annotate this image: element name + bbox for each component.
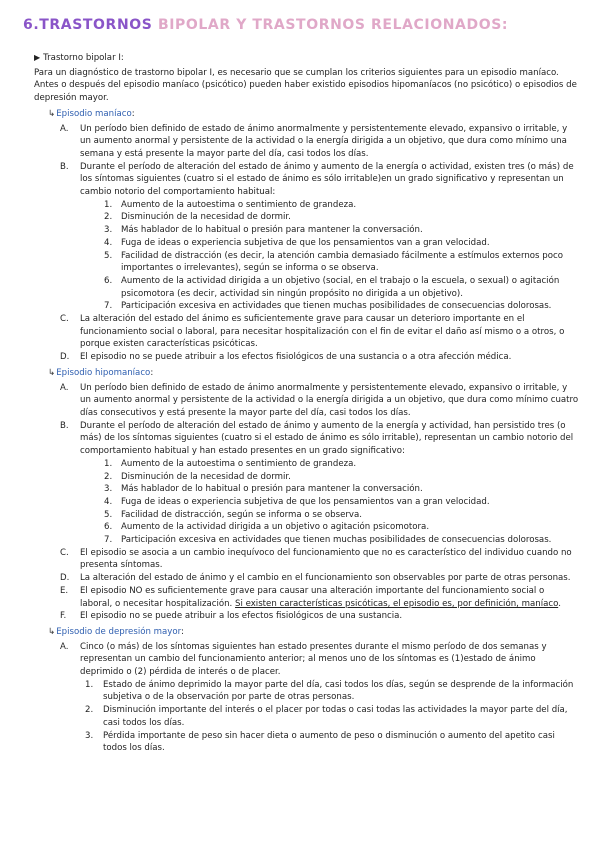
criterion-A: A. Un período bien definido de estado de ánimo anormalmente y persistentemente elevado, expansivo o irritable, y un aumento anormal y persistente de la actividad o la energía dirigida a un objetivo, que dura como mínimo una semana y está presente la mayor parte del día, casi todos los días. xyxy=(60,123,568,159)
criterion-C: C. El episodio se asocia a un cambio inequívoco del funcionamiento que no es característico del individuo cuando no presenta síntomas. xyxy=(60,547,572,571)
title-part-1: 6.TRASTORNOS xyxy=(23,17,153,33)
criterion-A: A. Un período bien definido de estado de ánimo anormalmente y persistentemente elevado, expansivo o irritable, y un aumento anormal y persistente de la actividad o la energía dirigida a un objetivo, que dura como mínimo cuatro días consecutivos y está presente la mayor parte del día, casi todos los días. xyxy=(60,382,579,418)
list-item: 2. Disminución de la necesidad de dormir. xyxy=(104,471,291,482)
list-item: 7. Participación excesiva en actividades que tienen muchas posibilidades de consecuencias dolorosas. xyxy=(104,535,552,546)
section-heading-label: Episodio maníaco xyxy=(56,108,132,119)
page-title xyxy=(23,16,508,34)
list-item: 1. Aumento de la autoestima o sentimiento de grandeza. xyxy=(104,458,357,469)
triangle-bullet-icon: ▶ xyxy=(34,53,41,62)
intro-paragraph-1: Para un diagnóstico de trastorno bipolar I, es necesario que se cumplan los criterios siguientes para un episodio maníaco. xyxy=(34,67,559,78)
criterion-B: B. Durante el período de alteración del estado de ánimo y aumento de la energía y actividad, han persistido tres (o más) de los síntomas siguientes (cuatro si el estado de ánimo es sólo irritable), representan un cambio notorio del comportamiento habitual y han estado presentes en un grado significativo: xyxy=(60,420,574,457)
list-item: 3. Más hablador de lo habitual o presión para mantener la conversación. xyxy=(104,225,423,236)
criterion-D: D. La alteración del estado de ánimo y el cambio en el funcionamiento son observables por parte de otras personas. xyxy=(60,573,571,584)
underlined-note: Si existen características psicóticas, el episodio es, por definición, maníaco xyxy=(235,598,559,609)
criterion-C: C. La alteración del estado del ánimo es suficientemente grave para causar un deterioro importante en el funcionamiento social o laboral, para necesitar hospitalización con el fin de evitar el daño así mismo o a otros, o porque existen características psicóticas. xyxy=(60,314,565,350)
criterion-F: F. El episodio no se puede atribuir a los efectos fisiológicos de una sustancia. xyxy=(60,611,403,622)
bullet-label: Trastorno bipolar I: xyxy=(43,53,124,63)
list-item: 2. Disminución importante del interés o el placer por todas o casi todas las actividades la mayor parte del día, casi todos los días. xyxy=(85,705,568,728)
criterion-E: E. El episodio NO es suficientemente grave para causar una alteración importante del funcionamiento social o laboral, o necesitar hospitalización. Si existen características psicóticas, el episodio es, por definición, maníaco. xyxy=(60,585,561,609)
section-heading-manic: ↳Episodio maníaco: xyxy=(48,108,135,119)
list-item: 3. Pérdida importante de peso sin hacer dieta o aumento de peso o disminución o aumento del apetito casi todos los días. xyxy=(85,730,555,754)
list-item: 1. Estado de ánimo deprimido la mayor parte del día, casi todos los días, según se desprende de la información subjetiva o de la observación por parte de otras personas. xyxy=(85,679,574,703)
criterion-D: D. El episodio no se puede atribuir a los efectos fisiológicos de una sustancia o a otra afección médica. xyxy=(60,352,512,363)
list-item: 4. Fuga de ideas o experiencia subjetiva de que los pensamientos van a gran velocidad. xyxy=(104,237,490,248)
intro-paragraph-2: Antes o después del episodio maníaco (psicótico) pueden haber existido episodios hipomaníacos (no psicótico) o episodios de depresión mayor. xyxy=(34,80,577,104)
sub-arrow-icon: ↳ xyxy=(48,367,56,378)
criterion-B: B. Durante el período de alteración del estado de ánimo y aumento de la energía o actividad, existen tres (o más) de los síntomas siguientes (cuatro si el estado de ánimo es sólo irritable)en un grado significativo y representan un cambio notorio del comportamiento habitual: xyxy=(60,161,574,198)
title-part-2: BIPOLAR Y TRASTORNOS RELACIONADOS: xyxy=(157,17,509,33)
section-heading-label: Episodio hipomaníaco xyxy=(56,367,151,378)
sub-arrow-icon: ↳ xyxy=(48,626,56,637)
section-heading-label: Episodio de depresión mayor xyxy=(56,626,182,637)
list-item: 1. Aumento de la autoestima o sentimiento de grandeza. xyxy=(104,199,357,210)
list-item: 6. Aumento de la actividad dirigida a un objetivo o agitación psicomotora. xyxy=(104,522,430,533)
list-item: 2. Disminución de la necesidad de dormir. xyxy=(104,212,291,223)
criterion-A: A. Cinco (o más) de los síntomas siguientes han estado presentes durante el mismo período de dos semanas y representan un cambio del funcionamiento anterior; al menos uno de los síntomas es (1)estado de ánimo deprimido o (2) pérdida de interés o de placer. xyxy=(60,641,547,678)
list-item: 5. Facilidad de distracción, según se informa o se observa. xyxy=(104,509,362,520)
section-heading-depression: ↳Episodio de depresión mayor: xyxy=(48,626,184,637)
list-item: 7. Participación excesiva en actividades que tienen muchas posibilidades de consecuencias dolorosas. xyxy=(104,301,552,312)
bullet-heading xyxy=(34,52,579,65)
list-item: 4. Fuga de ideas o experiencia subjetiva de que los pensamientos van a gran velocidad. xyxy=(104,496,490,507)
section-heading-hypomanic: ↳Episodio hipomaníaco: xyxy=(48,367,154,378)
sub-arrow-icon: ↳ xyxy=(48,108,56,119)
list-item: 5. Facilidad de distracción (es decir, la atención cambia demasiado fácilmente a estímulos externos poco importantes o irrelevantes), según se informa o se observa. xyxy=(104,250,563,274)
list-item: 3. Más hablador de lo habitual o presión para mantener la conversación. xyxy=(104,484,423,495)
list-item: 6. Aumento de la actividad dirigida a un objetivo (social, en el trabajo o la escuela, o sexual) o agitación psicomotora (es decir, actividad sin ningún propósito no dirigida a un objetivo). xyxy=(104,275,560,299)
